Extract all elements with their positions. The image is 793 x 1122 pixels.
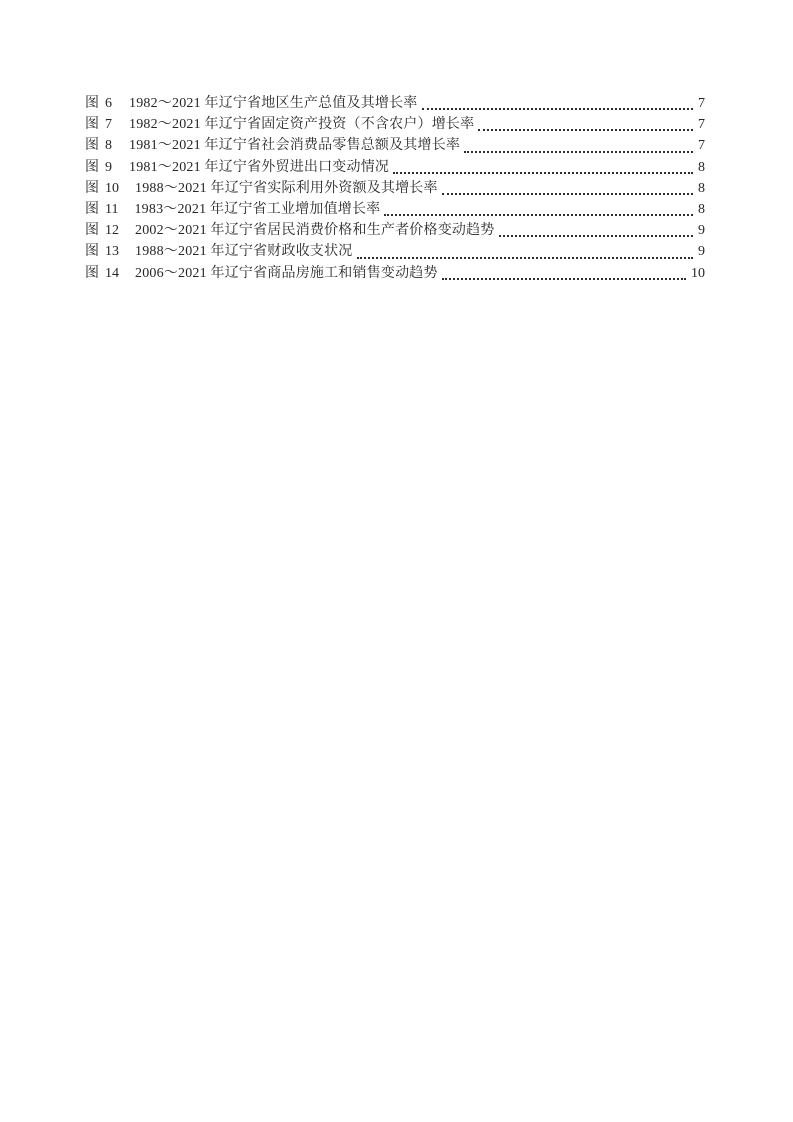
figure-label-prefix: 图 xyxy=(85,201,99,217)
figure-title: 1988～2021 年辽宁省实际利用外资额及其增长率 xyxy=(135,180,438,196)
figure-number: 6 xyxy=(105,96,112,111)
figure-toc-entry[interactable] xyxy=(85,241,705,262)
figure-label-prefix: 图 xyxy=(85,96,99,111)
figure-label-prefix: 图 xyxy=(85,244,99,260)
figure-label-prefix: 图 xyxy=(85,138,99,154)
figure-label-prefix: 图 xyxy=(85,159,99,175)
figure-toc-entry[interactable] xyxy=(85,93,705,114)
dotted-leader xyxy=(464,151,693,153)
dotted-leader xyxy=(478,129,693,131)
figure-title: 1982～2021 年辽宁省地区生产总值及其增长率 xyxy=(129,96,418,111)
figure-title: 1988～2021 年辽宁省财政收支状况 xyxy=(135,244,353,260)
figure-title: 1981～2021 年辽宁省外贸进出口变动情况 xyxy=(129,159,390,175)
figure-number: 10 xyxy=(105,180,119,196)
dotted-leader xyxy=(422,108,694,110)
page-number: 8 xyxy=(698,159,705,175)
figure-toc-entry[interactable] xyxy=(85,199,705,220)
page-number: 7 xyxy=(698,117,705,133)
dotted-leader xyxy=(499,235,694,237)
dotted-leader xyxy=(442,278,686,280)
page-number: 7 xyxy=(698,96,705,111)
figure-title: 1982～2021 年辽宁省固定资产投资（不含农户）增长率 xyxy=(129,117,475,133)
figure-toc-entry[interactable] xyxy=(85,220,705,241)
figure-label-prefix: 图 xyxy=(85,180,99,196)
figure-title: 2006～2021 年辽宁省商品房施工和销售变动趋势 xyxy=(135,265,438,281)
figure-title: 1983～2021 年辽宁省工业增加值增长率 xyxy=(134,201,381,217)
figure-label-prefix: 图 xyxy=(85,117,99,133)
figure-toc-entry[interactable] xyxy=(85,263,705,284)
figure-number: 14 xyxy=(105,265,119,281)
figure-title: 1981～2021 年辽宁省社会消费品零售总额及其增长率 xyxy=(129,138,461,154)
page-number: 10 xyxy=(691,265,705,281)
figure-label-prefix: 图 xyxy=(85,223,99,239)
dotted-leader xyxy=(442,193,693,195)
dotted-leader xyxy=(384,214,693,216)
figure-toc-entry[interactable] xyxy=(85,135,705,156)
page-number: 9 xyxy=(698,223,705,239)
figure-toc-entry[interactable] xyxy=(85,178,705,199)
figure-toc-entry[interactable] xyxy=(85,114,705,135)
figure-number: 8 xyxy=(105,138,112,154)
page-number: 9 xyxy=(698,244,705,260)
page-number: 8 xyxy=(698,180,705,196)
figure-toc-entry[interactable] xyxy=(85,157,705,178)
page-number: 7 xyxy=(698,138,705,154)
figure-number: 7 xyxy=(105,117,112,133)
figure-label-prefix: 图 xyxy=(85,265,99,281)
dotted-leader xyxy=(357,257,694,259)
figure-number: 12 xyxy=(105,223,119,239)
figure-title: 2002～2021 年辽宁省居民消费价格和生产者价格变动趋势 xyxy=(135,223,495,239)
page-number: 8 xyxy=(698,201,705,217)
figure-number: 13 xyxy=(105,244,119,260)
dotted-leader xyxy=(393,172,693,174)
figure-number: 11 xyxy=(105,201,119,217)
figure-number: 9 xyxy=(105,159,112,175)
list-of-figures xyxy=(85,93,705,284)
